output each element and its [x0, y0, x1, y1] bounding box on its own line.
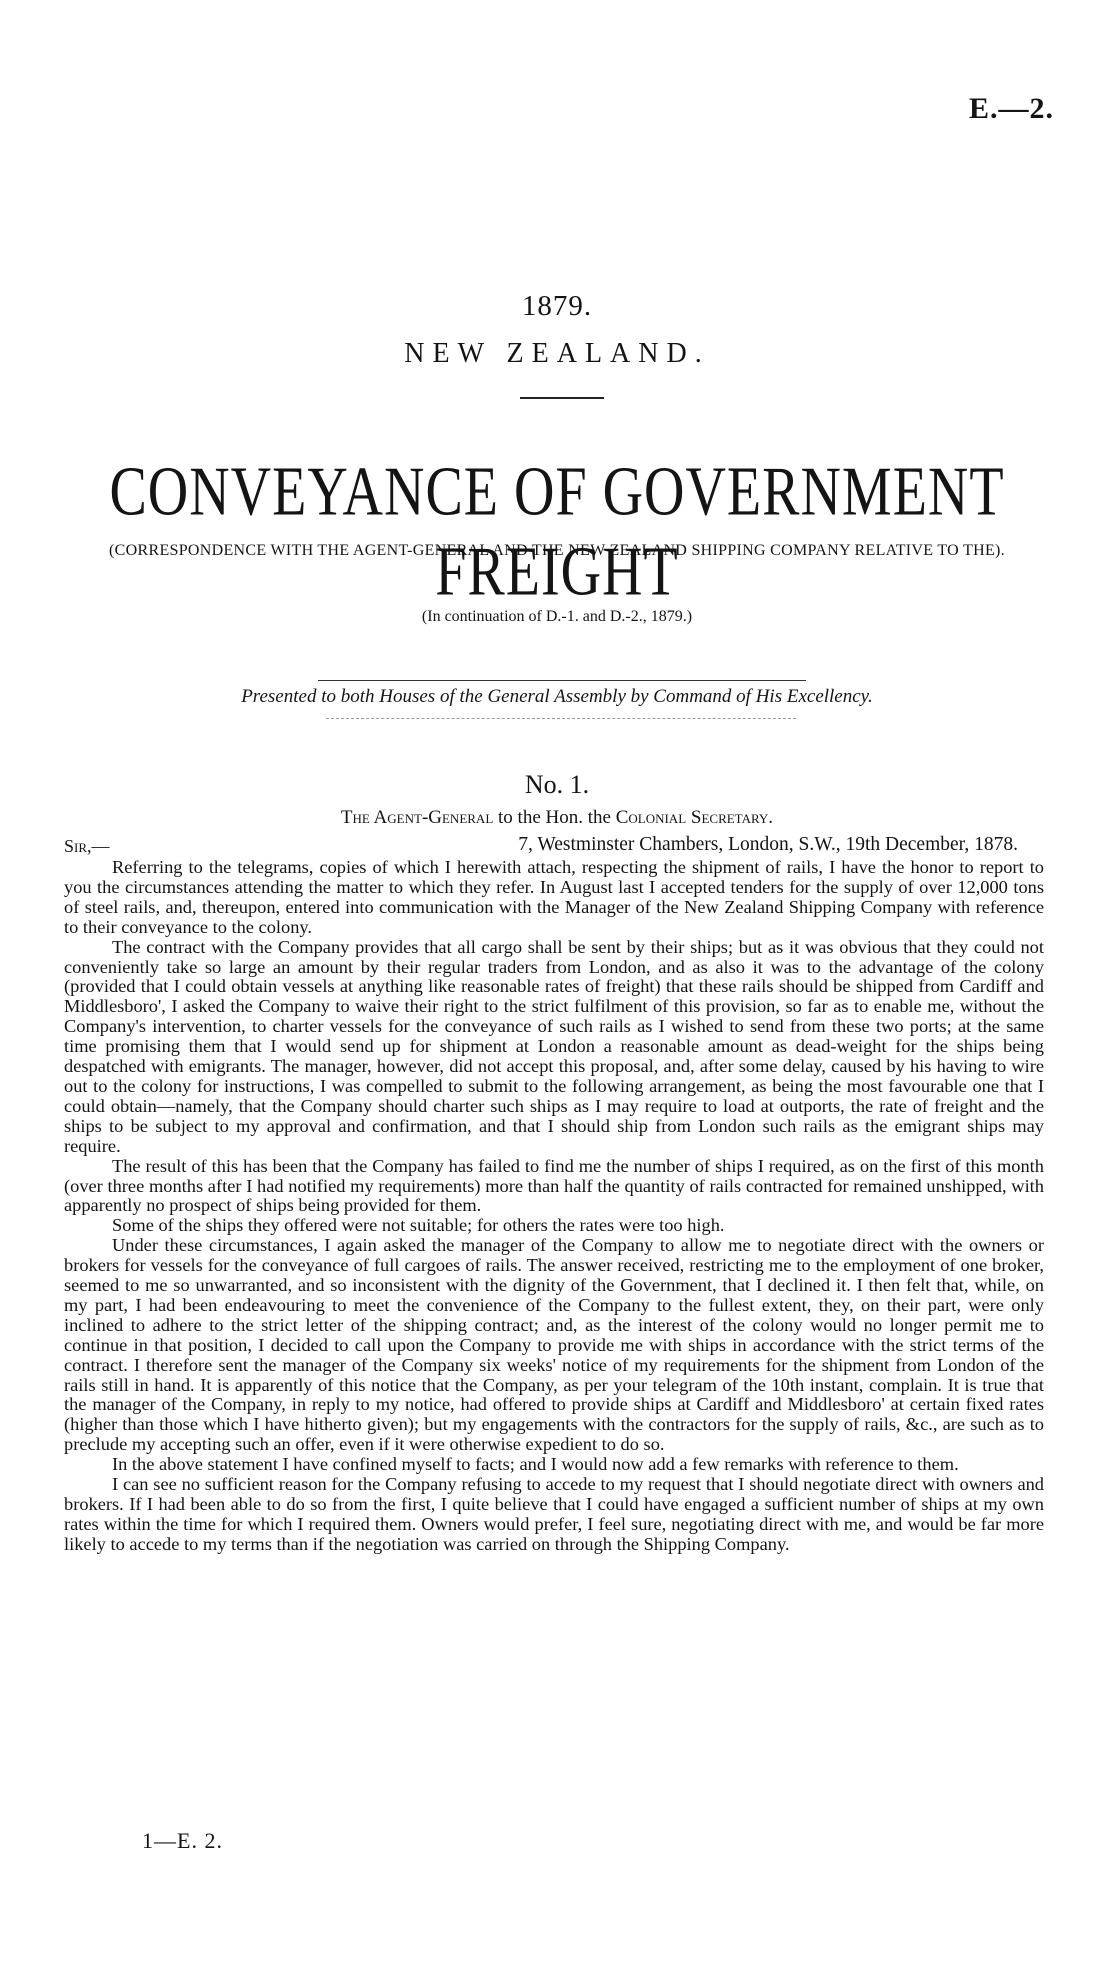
- country-heading: NEW ZEALAND.: [404, 338, 710, 369]
- letter-salutation: Sir,—: [64, 836, 110, 856]
- letter-to: Colonial Secretary.: [615, 807, 774, 828]
- body-paragraph: Under these circumstances, I again asked the manager of the Company to allow me to negotiate direct with the owners or brokers for vessels for the conveyance of full cargoes of rails. The answer received, restricting me to the employment of one broker, seemed to me so unwarranted, and so inconsistent with the dignity of the Government, that I declined it. I then felt that, while, on my part, I had been endeavouring to meet the convenience of the Company to the fullest extent, they, on their part, were only inclined to adhere to the strict letter of the shipping contract; and, as the interest of the colony would no longer permit me to continue in that position, I decided to call upon the Company to provide me with ships in accordance with the strict terms of the contract. I therefore sent the manager of the Company six weeks' notice of my requirements for the shipment from London of the rails still in hand. It is apparently of this notice that the Company, as per your telegram of the 10th instant, complain. It is true that the manager of the Company, in reply to my notice, had offered to provide ships at Cardiff and Middlesboro' at certain fixed rates (higher than those which I have hitherto given); but my engagements with the contractors for the supply of rails, &c., are such as to preclude my accepting such an offer, even if it were otherwise expedient to do so.: [64, 1235, 1044, 1455]
- body-paragraph: Referring to the telegrams, copies of which I herewith attach, respecting the shipment of rails, I have the honor to report to you the circumstances attending the matter to which they refer. In August last I accepted tenders for the supply of over 12,000 tons of steel rails, and, thereupon, entered into communication with the Manager of the New Zealand Shipping Company with reference to their conveyance to the colony.: [64, 857, 1044, 937]
- letter-dateline: 7, Westminster Chambers, London, S.W., 19th December, 1878.: [518, 834, 1018, 855]
- presented-top-rule: [318, 680, 806, 681]
- presented-line: Presented to both Houses of the General Assembly by Command of His Excellency.: [241, 686, 873, 707]
- body-paragraph: I can see no sufficient reason for the Company refusing to accede to my request that I should negotiate direct with owners and brokers. If I had been able to do so from the first, I quite believe that I could have engaged a sufficient number of ships at my own rates within the time for which I required them. Owners would prefer, I feel sure, negotiating direct with me, and would be far more likely to accede to my terms than if the negotiation was carried on through the Shipping Company.: [64, 1474, 1044, 1554]
- letter-number: No. 1.: [524, 770, 590, 799]
- letter-body: [64, 858, 1044, 1555]
- signature-reference: 1—E. 2.: [142, 1828, 223, 1853]
- body-paragraph: The result of this has been that the Company has failed to find me the number of ships I required, as on the first of this month (over three months after I had notified my requirements) more than half the quantity of rails contracted for remained unshipped, with apparently no prospect of ships being provided for them.: [64, 1155, 1044, 1216]
- document-title: CONVEYANCE OF GOVERNMENT FREIGHT: [109, 453, 1005, 611]
- body-paragraph: Some of the ships they offered were not suitable; for others the rates were too high.: [112, 1215, 725, 1236]
- document-subtitle: (CORRESPONDENCE WITH THE AGENT-GENERAL AND THE NEW ZEALAND SHIPPING COMPANY RELATIVE TO THE).: [109, 542, 1005, 559]
- continuation-note: (In continuation of D.-1. and D.-2., 1879.): [421, 608, 693, 625]
- letter-addressee: [0, 807, 1114, 829]
- letter-from: The Agent-General: [340, 807, 494, 828]
- presented-bottom-rule: [326, 718, 796, 719]
- body-paragraph: The contract with the Company provides that all cargo shall be sent by their ships; but as it was obvious that they could not conveniently take so large an amount by their regular traders from London, and as also it was to the advantage of the colony (provided that I could obtain vessels at anything like reasonable rates of freight) that these rails should be shipped from Cardiff and Middlesboro', I asked the Company to waive their right to the strict fulfilment of this provision, so far as to enable me, without the Company's intervention, to charter vessels for the conveyance of such rails as I wished to send from these two ports; at the same time promising them that I would send up for shipment at London a reasonable amount as dead-weight for the ships being despatched with emigrants. The manager, however, did not accept this proposal, and, after some delay, caused by his having to wire out to the colony for instructions, I was compelled to submit to the following arrangement, as being the most favourable one that I could obtain—namely, that the Company should charter such ships as I may require to load at outports, the rate of freight and the ships to be subject to my approval and confirmation, and that I should ship from London such rails as the emigrant ships may require.: [64, 936, 1044, 1156]
- letter-connector: to the Hon. the: [493, 807, 616, 828]
- short-divider: [520, 397, 604, 399]
- paper-reference: E.—2.: [968, 92, 1054, 125]
- body-paragraph: In the above statement I have confined myself to facts; and I would now add a few remarks with reference to them.: [112, 1454, 959, 1475]
- publication-year: 1879.: [521, 290, 593, 322]
